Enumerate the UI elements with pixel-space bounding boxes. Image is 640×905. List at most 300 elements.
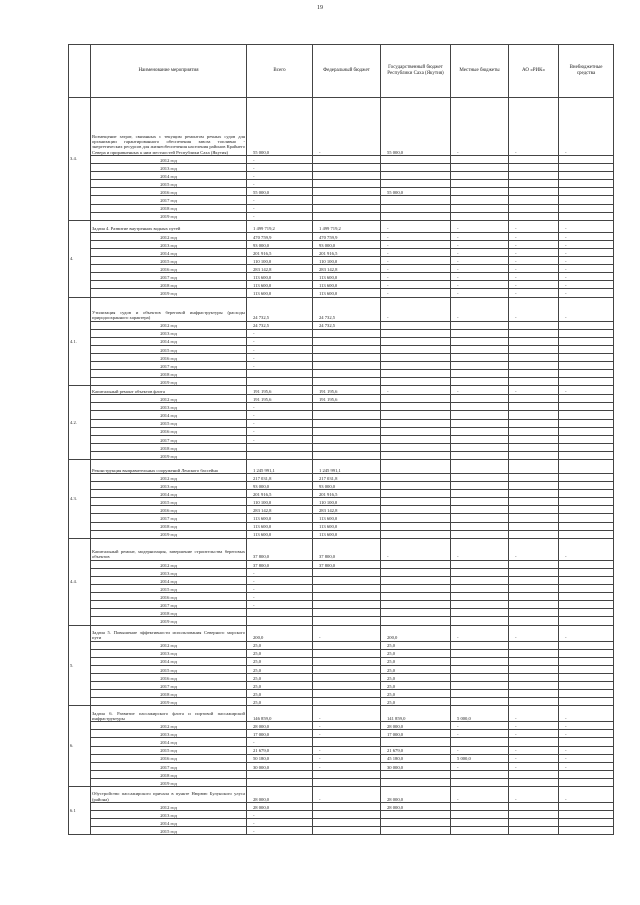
year-value: -	[247, 164, 313, 172]
year-row	[69, 576, 614, 584]
year-value	[381, 617, 451, 625]
year-row	[69, 819, 614, 827]
year-value	[559, 353, 614, 361]
year-value	[559, 435, 614, 443]
year-value	[451, 514, 509, 522]
year-label: 2019 год	[91, 617, 247, 625]
year-value: 25,0	[381, 673, 451, 681]
year-row	[69, 506, 614, 514]
year-value	[509, 641, 559, 649]
year-label: 2016 год	[91, 506, 247, 514]
section-value: 24 732,5	[313, 297, 381, 321]
year-value: -	[509, 281, 559, 289]
year-value	[381, 361, 451, 369]
year-row	[69, 329, 614, 337]
year-value: -	[247, 329, 313, 337]
year-value	[509, 681, 559, 689]
section-number: 4.3.	[69, 460, 91, 539]
year-label: 2013 год	[91, 568, 247, 576]
year-value	[451, 212, 509, 220]
section-value: -	[451, 386, 509, 395]
year-value: 21 679,0	[247, 746, 313, 754]
year-value	[509, 738, 559, 746]
year-value	[509, 321, 559, 329]
year-value	[313, 345, 381, 353]
year-value	[451, 451, 509, 459]
year-value	[451, 395, 509, 403]
year-row	[69, 435, 614, 443]
year-value	[381, 576, 451, 584]
year-row	[69, 156, 614, 164]
year-value	[451, 576, 509, 584]
year-value: -	[451, 762, 509, 770]
year-value: 25,0	[381, 698, 451, 706]
year-value: 113 600,0	[313, 289, 381, 297]
year-value: -	[559, 754, 614, 762]
section-value: 1 499 719,2	[247, 220, 313, 232]
year-value: -	[559, 289, 614, 297]
year-row	[69, 427, 614, 435]
year-value	[509, 395, 559, 403]
year-value	[313, 188, 381, 196]
section-title: Задача 5. Повышение эффективности использования Северного морского пути	[91, 625, 247, 641]
year-value: 113 600,0	[247, 281, 313, 289]
year-value	[509, 609, 559, 617]
year-row	[69, 803, 614, 811]
year-value: 25,0	[247, 649, 313, 657]
section-title: Утилизация судов и объектов береговой инфраструктуры (расходы природоохранного характера)	[91, 297, 247, 321]
year-value: -	[247, 568, 313, 576]
year-value	[559, 361, 614, 369]
table-header-row	[69, 45, 614, 98]
year-value	[451, 345, 509, 353]
year-value: 50 180,0	[247, 754, 313, 762]
year-value: 113 600,0	[247, 514, 313, 522]
header-cell: Наименование мероприятия	[91, 45, 247, 98]
year-value: -	[509, 265, 559, 273]
year-value	[559, 482, 614, 490]
year-label: 2018 год	[91, 370, 247, 378]
year-value	[313, 156, 381, 164]
year-value	[381, 403, 451, 411]
year-label: 2017 год	[91, 601, 247, 609]
year-value	[559, 329, 614, 337]
year-value	[451, 403, 509, 411]
year-value	[509, 427, 559, 435]
year-value	[313, 690, 381, 698]
year-value	[509, 698, 559, 706]
year-value	[451, 172, 509, 180]
section-value: -	[313, 625, 381, 641]
year-label: 2018 год	[91, 770, 247, 778]
year-value: 217 031,8	[247, 474, 313, 482]
year-label: 2013 год	[91, 482, 247, 490]
year-value	[509, 665, 559, 673]
section-value: 28 000,0	[247, 787, 313, 803]
section-value: -	[559, 98, 614, 156]
year-value: -	[451, 257, 509, 265]
year-value	[381, 419, 451, 427]
year-value	[559, 345, 614, 353]
year-value	[381, 514, 451, 522]
section-row	[69, 625, 614, 641]
year-value: -	[313, 730, 381, 738]
year-value	[559, 490, 614, 498]
section-value	[559, 460, 614, 474]
year-value	[559, 506, 614, 514]
year-label: 2017 год	[91, 514, 247, 522]
year-value	[313, 576, 381, 584]
year-label: 2017 год	[91, 435, 247, 443]
year-value	[247, 778, 313, 786]
year-value: 470 759,9	[247, 232, 313, 240]
year-value: 93 000,0	[313, 482, 381, 490]
year-value	[451, 770, 509, 778]
year-value: -	[247, 180, 313, 188]
header-cell	[69, 45, 91, 98]
year-value: -	[509, 289, 559, 297]
year-row	[69, 762, 614, 770]
year-value	[559, 156, 614, 164]
year-value	[559, 827, 614, 835]
year-row	[69, 681, 614, 689]
year-label: 2018 год	[91, 204, 247, 212]
section-row	[69, 787, 614, 803]
year-value: 24 732,5	[247, 321, 313, 329]
section-value: -	[381, 386, 451, 395]
year-row	[69, 232, 614, 240]
year-value	[381, 530, 451, 538]
page-number: 19	[317, 5, 323, 11]
year-value	[313, 819, 381, 827]
header-cell: Федеральный бюджет	[313, 45, 381, 98]
year-label: 2017 год	[91, 762, 247, 770]
year-value	[509, 819, 559, 827]
year-value: 283 142,8	[247, 506, 313, 514]
year-value	[451, 560, 509, 568]
year-value	[381, 770, 451, 778]
year-value: -	[381, 265, 451, 273]
year-value	[559, 212, 614, 220]
year-value: 113 600,0	[313, 522, 381, 530]
year-label: 2018 год	[91, 690, 247, 698]
year-value	[381, 337, 451, 345]
year-value	[509, 435, 559, 443]
year-value: -	[247, 345, 313, 353]
year-value	[313, 665, 381, 673]
year-value	[451, 617, 509, 625]
section-title: Задача 6. Развитие пассажирского флота и портовой пассажирской инфраструктуры	[91, 706, 247, 722]
section-row	[69, 460, 614, 474]
year-value: -	[451, 265, 509, 273]
year-value	[509, 568, 559, 576]
section-value: -	[559, 787, 614, 803]
year-value	[509, 337, 559, 345]
year-value: -	[247, 403, 313, 411]
year-value	[313, 568, 381, 576]
year-row	[69, 593, 614, 601]
section-row	[69, 297, 614, 321]
year-value	[509, 361, 559, 369]
year-value: 17 000,0	[381, 730, 451, 738]
year-value: 25,0	[381, 649, 451, 657]
year-value	[381, 427, 451, 435]
year-value	[509, 673, 559, 681]
year-row	[69, 609, 614, 617]
year-value	[509, 403, 559, 411]
year-row	[69, 770, 614, 778]
year-value: -	[381, 232, 451, 240]
year-value	[559, 601, 614, 609]
section-value: 24 732,5	[247, 297, 313, 321]
section-title: Возмещение затрат, связанных с текущим ремонтом речных судов для организации гарантированного обеспечения завоза топливно - энергетических ресурсов для жизнеобеспечения населения районов Крайнего Севера и приравненных к ним местностей Республики Саха (Якутия)	[91, 98, 247, 156]
year-value	[313, 419, 381, 427]
year-value	[559, 451, 614, 459]
year-value: 470 759,9	[313, 232, 381, 240]
year-label: 2013 год	[91, 811, 247, 819]
year-label: 2012 год	[91, 641, 247, 649]
year-value	[451, 419, 509, 427]
section-title: Задача 4. Развитие внутренних водных путей	[91, 220, 247, 232]
year-label: 2017 год	[91, 273, 247, 281]
section-value: 28 000,0	[381, 787, 451, 803]
year-value	[451, 609, 509, 617]
year-value: 113 600,0	[313, 281, 381, 289]
section-value: 55 000,0	[247, 98, 313, 156]
year-label: 2019 год	[91, 530, 247, 538]
year-value	[313, 427, 381, 435]
year-value	[313, 403, 381, 411]
year-value	[313, 657, 381, 665]
section-value	[451, 460, 509, 474]
budget-table	[68, 44, 614, 835]
section-value: -	[509, 98, 559, 156]
year-label: 2013 год	[91, 730, 247, 738]
section-value: -	[559, 220, 614, 232]
year-value	[313, 601, 381, 609]
year-value	[247, 770, 313, 778]
year-label: 2015 год	[91, 419, 247, 427]
year-value	[313, 204, 381, 212]
year-value	[313, 411, 381, 419]
section-row	[69, 706, 614, 722]
year-value	[509, 514, 559, 522]
year-value	[451, 370, 509, 378]
year-row	[69, 403, 614, 411]
section-value: -	[509, 386, 559, 395]
year-row	[69, 657, 614, 665]
year-value	[381, 560, 451, 568]
section-value: -	[313, 98, 381, 156]
section-value: -	[559, 625, 614, 641]
year-label: 2015 год	[91, 345, 247, 353]
year-row	[69, 204, 614, 212]
header-cell: Местные бюджеты	[451, 45, 509, 98]
year-value: 25,0	[247, 641, 313, 649]
year-value	[509, 378, 559, 386]
year-label: 2019 год	[91, 212, 247, 220]
year-value: 37 800,0	[313, 560, 381, 568]
year-value	[381, 172, 451, 180]
year-row	[69, 490, 614, 498]
year-value: -	[451, 746, 509, 754]
year-value	[509, 690, 559, 698]
year-value	[559, 498, 614, 506]
year-value: 283 142,8	[247, 265, 313, 273]
year-value: -	[509, 746, 559, 754]
year-value	[381, 522, 451, 530]
year-value: -	[247, 576, 313, 584]
year-row	[69, 240, 614, 248]
section-row	[69, 386, 614, 395]
year-value	[451, 411, 509, 419]
year-value	[381, 778, 451, 786]
year-value	[559, 522, 614, 530]
year-label: 2017 год	[91, 361, 247, 369]
year-value	[381, 451, 451, 459]
year-value	[559, 568, 614, 576]
section-row	[69, 538, 614, 560]
year-value	[381, 506, 451, 514]
section-value: -	[509, 538, 559, 560]
section-title: Капитальный ремонт, модернизация, завершение строительства береговых объектов	[91, 538, 247, 560]
year-label: 2012 год	[91, 474, 247, 482]
year-value: -	[381, 248, 451, 256]
year-value	[559, 370, 614, 378]
year-row	[69, 361, 614, 369]
year-value	[509, 593, 559, 601]
year-value: -	[247, 411, 313, 419]
year-row	[69, 665, 614, 673]
year-value: -	[509, 273, 559, 281]
section-value: -	[381, 297, 451, 321]
table-body	[69, 98, 614, 835]
year-value	[451, 657, 509, 665]
section-value	[381, 460, 451, 474]
year-label: 2019 год	[91, 289, 247, 297]
year-row	[69, 811, 614, 819]
year-row	[69, 411, 614, 419]
year-row	[69, 188, 614, 196]
year-value	[451, 427, 509, 435]
year-value: -	[247, 337, 313, 345]
year-value	[313, 353, 381, 361]
year-row	[69, 345, 614, 353]
year-value	[451, 196, 509, 204]
year-value	[451, 156, 509, 164]
year-value: -	[509, 754, 559, 762]
year-value: -	[247, 811, 313, 819]
year-value	[509, 770, 559, 778]
section-value: -	[313, 706, 381, 722]
year-value: -	[247, 738, 313, 746]
year-value	[451, 522, 509, 530]
year-value	[509, 419, 559, 427]
section-number: 5.	[69, 625, 91, 706]
section-number: 4.4.	[69, 538, 91, 625]
year-value: 283 142,8	[313, 506, 381, 514]
section-number: 6.	[69, 706, 91, 787]
year-value: 28 000,0	[381, 722, 451, 730]
year-value	[313, 649, 381, 657]
year-value	[509, 657, 559, 665]
year-value	[451, 482, 509, 490]
year-row	[69, 738, 614, 746]
year-label: 2016 год	[91, 265, 247, 273]
year-value	[313, 673, 381, 681]
year-value: -	[509, 257, 559, 265]
year-value: 25,0	[381, 665, 451, 673]
year-value	[381, 435, 451, 443]
year-value	[451, 378, 509, 386]
year-value: 110 100,0	[247, 257, 313, 265]
year-value: -	[451, 722, 509, 730]
year-value	[381, 474, 451, 482]
year-value: -	[509, 248, 559, 256]
section-value: -	[451, 297, 509, 321]
year-value: 113 600,0	[247, 530, 313, 538]
year-value	[381, 827, 451, 835]
year-value: 113 600,0	[313, 273, 381, 281]
year-value	[559, 474, 614, 482]
year-value	[559, 819, 614, 827]
year-value: 113 600,0	[313, 514, 381, 522]
year-value	[451, 443, 509, 451]
year-value	[559, 530, 614, 538]
year-value: -	[559, 273, 614, 281]
year-value: -	[451, 730, 509, 738]
year-value: 113 600,0	[247, 522, 313, 530]
year-value: 93 000,0	[247, 482, 313, 490]
year-value	[559, 698, 614, 706]
year-row	[69, 514, 614, 522]
year-value	[559, 649, 614, 657]
year-value: 201 916,5	[247, 490, 313, 498]
year-value	[451, 506, 509, 514]
year-value: -	[247, 585, 313, 593]
year-value	[247, 378, 313, 386]
year-value	[381, 370, 451, 378]
year-value: 201 916,5	[247, 248, 313, 256]
year-value	[451, 164, 509, 172]
year-label: 2019 год	[91, 378, 247, 386]
year-label: 2014 год	[91, 411, 247, 419]
year-value: -	[559, 722, 614, 730]
year-value	[451, 827, 509, 835]
year-value	[559, 673, 614, 681]
year-value: 30 000,0	[247, 762, 313, 770]
year-value: -	[247, 196, 313, 204]
year-value	[509, 803, 559, 811]
year-value	[381, 196, 451, 204]
year-value	[559, 180, 614, 188]
year-value	[559, 585, 614, 593]
year-label: 2014 год	[91, 248, 247, 256]
year-value: 110 100,0	[247, 498, 313, 506]
year-label: 2013 год	[91, 240, 247, 248]
year-value: 113 600,0	[247, 273, 313, 281]
year-value: -	[247, 819, 313, 827]
year-value	[381, 345, 451, 353]
year-row	[69, 474, 614, 482]
year-value	[313, 451, 381, 459]
year-value: -	[451, 248, 509, 256]
year-value	[381, 601, 451, 609]
year-value	[509, 411, 559, 419]
year-value: 55 000,0	[247, 188, 313, 196]
year-value	[451, 681, 509, 689]
year-value	[559, 738, 614, 746]
